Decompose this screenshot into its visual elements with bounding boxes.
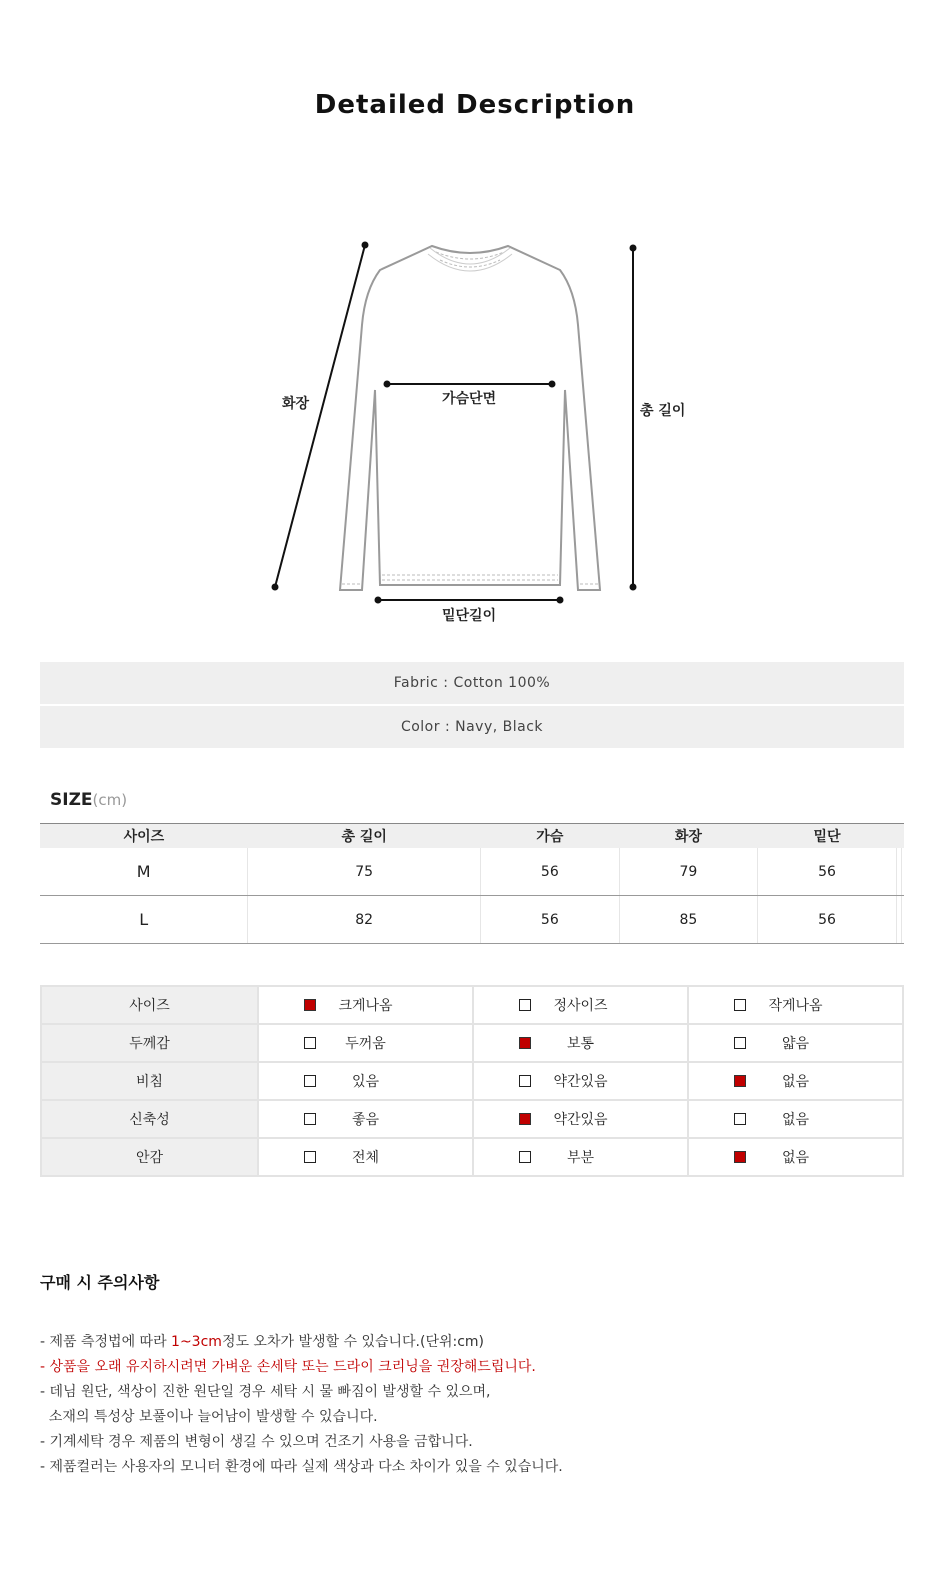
fit-option-cell bbox=[258, 1024, 473, 1062]
notice-title: 구매 시 주의사항 bbox=[40, 1273, 160, 1292]
fit-option bbox=[706, 1147, 886, 1167]
fit-row bbox=[41, 1062, 903, 1100]
notice-line-6: - 제품컬러는 사용자의 모니터 환경에 따라 실제 색상과 다소 차이가 있을 수 있습니다. bbox=[40, 1459, 563, 1475]
header-cell: 총 길이 bbox=[248, 824, 481, 849]
fit-row-label: 안감 bbox=[41, 1138, 258, 1176]
fit-row-label: 비침 bbox=[41, 1062, 258, 1100]
unchecked-checkbox-icon bbox=[519, 999, 531, 1011]
fit-option bbox=[706, 1109, 886, 1129]
unchecked-checkbox-icon bbox=[519, 1151, 531, 1163]
notice-line-4: 소재의 특성상 보풀이나 늘어남이 발생할 수 있습니다. bbox=[40, 1409, 378, 1425]
fit-option-label: 좋음 bbox=[351, 1112, 380, 1128]
fit-option-cell bbox=[688, 986, 903, 1024]
fit-option-label: 두꺼움 bbox=[345, 1036, 386, 1052]
unchecked-checkbox-icon bbox=[304, 1151, 316, 1163]
fit-row-label: 사이즈 bbox=[41, 986, 258, 1024]
table-cell: 56 bbox=[758, 848, 897, 896]
fit-option bbox=[491, 995, 671, 1015]
checked-checkbox-icon bbox=[734, 1075, 746, 1087]
unchecked-checkbox-icon bbox=[734, 999, 746, 1011]
unchecked-checkbox-icon bbox=[304, 1113, 316, 1125]
fit-option-label: 약간있음 bbox=[553, 1074, 608, 1090]
header-cell: 밑단 bbox=[758, 824, 897, 849]
table-cell: 82 bbox=[248, 896, 481, 944]
checked-checkbox-icon bbox=[519, 1037, 531, 1049]
fit-option-cell bbox=[473, 1062, 688, 1100]
size-table-header bbox=[40, 824, 904, 849]
table-cell: 85 bbox=[619, 896, 758, 944]
fit-option bbox=[276, 1147, 456, 1167]
fit-option bbox=[276, 1033, 456, 1053]
fit-option bbox=[491, 1147, 671, 1167]
fit-option bbox=[276, 1071, 456, 1091]
notice-line-1 bbox=[40, 1331, 484, 1351]
table-cell bbox=[901, 848, 904, 896]
table-row bbox=[40, 896, 904, 944]
notice-highlight: 1~3cm bbox=[171, 1334, 222, 1350]
table-cell: 56 bbox=[481, 848, 620, 896]
chest-width-label: 가슴단면 bbox=[442, 391, 497, 407]
fit-option-cell bbox=[258, 1138, 473, 1176]
header-cell: 화장 bbox=[619, 824, 758, 849]
fit-option-cell bbox=[688, 1100, 903, 1138]
header-cell bbox=[901, 824, 904, 849]
page-title: Detailed Description bbox=[314, 90, 636, 120]
hem-width-label: 밑단길이 bbox=[442, 608, 497, 624]
fit-row bbox=[41, 986, 903, 1024]
checked-checkbox-icon bbox=[304, 999, 316, 1011]
fit-option-cell bbox=[688, 1024, 903, 1062]
checked-checkbox-icon bbox=[734, 1151, 746, 1163]
table-cell: 79 bbox=[619, 848, 758, 896]
table-cell: 56 bbox=[758, 896, 897, 944]
header-cell: 사이즈 bbox=[40, 824, 248, 849]
table-cell: M bbox=[40, 848, 248, 896]
table-cell: 56 bbox=[481, 896, 620, 944]
size-section-title bbox=[50, 790, 127, 810]
fit-option-label: 없음 bbox=[781, 1074, 810, 1090]
size-table bbox=[40, 823, 904, 944]
fit-option bbox=[706, 995, 886, 1015]
fit-option-label: 얇음 bbox=[781, 1036, 810, 1052]
fit-option-label: 있음 bbox=[351, 1074, 380, 1090]
fit-row bbox=[41, 1024, 903, 1062]
unchecked-checkbox-icon bbox=[519, 1075, 531, 1087]
color-info: Color : Navy, Black bbox=[40, 706, 904, 748]
fit-option bbox=[706, 1071, 886, 1091]
fit-option-cell bbox=[258, 1062, 473, 1100]
fit-option-cell bbox=[688, 1138, 903, 1176]
notice-text: - 제품 측정법에 따라 bbox=[40, 1334, 172, 1350]
fit-option-label: 약간있음 bbox=[553, 1112, 608, 1128]
notice-line-3: - 데님 원단, 색상이 진한 원단일 경우 세탁 시 물 빠짐이 발생할 수 있으며, bbox=[40, 1384, 491, 1400]
size-title-text: SIZE bbox=[50, 790, 93, 810]
size-unit: (cm) bbox=[92, 791, 128, 809]
fit-option-label: 크게나옴 bbox=[338, 998, 393, 1014]
fit-option bbox=[491, 1109, 671, 1129]
fit-option bbox=[491, 1033, 671, 1053]
sleeve-length-label: 화장 bbox=[282, 396, 310, 412]
notice-line-5: - 기계세탁 경우 제품의 변형이 생길 수 있으며 건조기 사용을 금합니다. bbox=[40, 1434, 473, 1450]
fit-option bbox=[706, 1033, 886, 1053]
fit-option-label: 작게나옴 bbox=[768, 998, 823, 1014]
fit-row bbox=[41, 1138, 903, 1176]
fit-option-label: 전체 bbox=[351, 1150, 380, 1166]
fit-option bbox=[491, 1071, 671, 1091]
fit-table bbox=[40, 985, 904, 1177]
total-length-label: 총 길이 bbox=[640, 403, 686, 419]
fit-option-label: 정사이즈 bbox=[553, 998, 608, 1014]
fit-option-label: 보통 bbox=[566, 1036, 595, 1052]
fit-option-cell bbox=[258, 1100, 473, 1138]
header-cell: 가슴 bbox=[481, 824, 620, 849]
fit-row-label: 두께감 bbox=[41, 1024, 258, 1062]
fit-option-cell bbox=[473, 1024, 688, 1062]
unchecked-checkbox-icon bbox=[304, 1075, 316, 1087]
fit-option-cell bbox=[473, 1100, 688, 1138]
unchecked-checkbox-icon bbox=[734, 1037, 746, 1049]
fit-option-cell bbox=[688, 1062, 903, 1100]
garment-diagram bbox=[0, 230, 950, 630]
fit-option bbox=[276, 995, 456, 1015]
fit-row bbox=[41, 1100, 903, 1138]
fit-option-cell bbox=[473, 1138, 688, 1176]
table-cell: L bbox=[40, 896, 248, 944]
fit-option-cell bbox=[473, 986, 688, 1024]
notice-line-2: - 상품을 오래 유지하시려면 가벼운 손세탁 또는 드라이 크리닝을 권장해드립니다. bbox=[40, 1359, 536, 1375]
table-cell bbox=[901, 896, 904, 944]
fit-option bbox=[276, 1109, 456, 1129]
fit-option-label: 없음 bbox=[781, 1150, 810, 1166]
unchecked-checkbox-icon bbox=[734, 1113, 746, 1125]
fabric-info: Fabric : Cotton 100% bbox=[40, 662, 904, 704]
fit-option-cell bbox=[258, 986, 473, 1024]
unchecked-checkbox-icon bbox=[304, 1037, 316, 1049]
fit-option-label: 부분 bbox=[566, 1150, 595, 1166]
notice-text: 정도 오차가 발생할 수 있습니다.(단위:cm) bbox=[221, 1334, 485, 1350]
checked-checkbox-icon bbox=[519, 1113, 531, 1125]
table-row bbox=[40, 848, 904, 896]
fit-option-label: 없음 bbox=[781, 1112, 810, 1128]
table-cell: 75 bbox=[248, 848, 481, 896]
fit-row-label: 신축성 bbox=[41, 1100, 258, 1138]
